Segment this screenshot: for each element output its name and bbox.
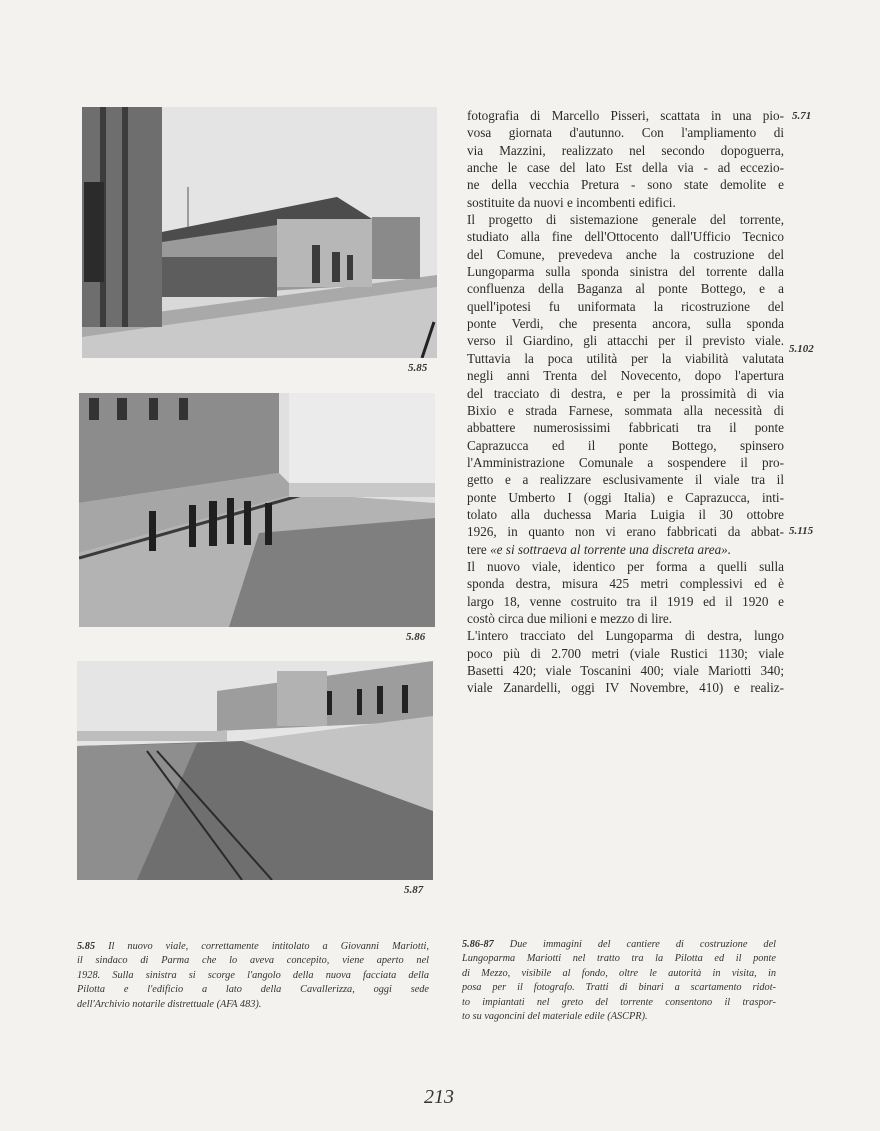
caption-ref: 5.85 xyxy=(77,941,96,952)
margin-ref-5-102: 5.102 xyxy=(789,343,814,355)
caption-line: to impiantati nel greto del torrente consentono il traspor- xyxy=(462,996,776,1008)
body-line: Basetti 420; viale Toscanini 400; viale Mariotti 340; xyxy=(467,663,784,678)
body-line-prefix: tere xyxy=(467,541,491,557)
figure-label-5-86: 5.86 xyxy=(406,631,426,643)
caption-right xyxy=(462,938,776,1024)
body-line: viale Zanardelli, oggi IV Novembre, 410) e realiz- xyxy=(467,680,784,696)
body-line: del tracciato di destra, e per la prossimità di via xyxy=(467,385,784,401)
caption-text: Il nuovo viale, correttamente intitolato a Giovanni Mariotti, xyxy=(108,941,429,952)
photo-5-86 xyxy=(79,393,435,627)
caption-line: Lungoparma Mariotti nel tratto tra la Pilotta ed il ponte xyxy=(462,953,776,965)
margin-ref-5-115: 5.115 xyxy=(789,525,814,537)
body-line: Caprazucca ed il ponte Bottego, spinsero xyxy=(467,437,784,453)
body-line xyxy=(467,541,784,558)
caption-line: dell'Archivio notarile distrettuale (AFA 483). xyxy=(77,998,262,1010)
body-line: anche le case del lato Est della via - ad eccezio- xyxy=(467,160,784,176)
figure-label-5-85: 5.85 xyxy=(408,362,428,374)
caption-left xyxy=(77,940,429,1012)
caption-line: il sindaco di Parma che lo aveva concepito, viene aperto nel xyxy=(77,955,429,967)
body-line: quell'ipotesi fu uniformata la ricostruzione del xyxy=(467,298,784,314)
figure-label-5-87: 5.87 xyxy=(404,884,424,896)
caption-line: Pilotta e l'edificio a lato della Cavallerizza, oggi sede xyxy=(77,984,429,996)
body-line: Il nuovo viale, identico per forma a quelli sulla xyxy=(467,558,784,574)
body-line: studiato alla fine dell'Ottocento dall'Ufficio Tecnico xyxy=(467,229,784,245)
body-line: confluenza della Baganza al ponte Bottego, e a xyxy=(467,281,784,297)
caption-line: di Mezzo, visibile al fondo, oltre le autorità in visita, in xyxy=(462,967,776,979)
caption-line: 1928. Sulla sinistra si scorge l'angolo della nuova facciata della xyxy=(77,969,429,981)
body-line: vosa giornata d'autunno. Con l'ampliamento di xyxy=(467,125,784,141)
body-line: Il progetto di sistemazione generale del torrente, xyxy=(467,212,784,228)
body-line: sponda destra, misura 425 metri complessivi ed è xyxy=(467,576,784,592)
caption-ref: 5.86-87 xyxy=(462,939,494,950)
caption-line: to su vagoncini del materiale edile (ASCPR). xyxy=(462,1011,648,1023)
photo-5-85 xyxy=(82,107,437,358)
caption-line xyxy=(462,938,776,952)
body-line: getto e a realizzare esclusivamente il viale tra il xyxy=(467,472,784,488)
body-line: fotografia di Marcello Pisseri, scattata in una pio- xyxy=(467,108,784,123)
body-line: poco più di 2.700 metri (viale Rustici 1130; viale xyxy=(467,645,784,661)
body-line: abbattere numerosissimi fabbricati tra il ponte xyxy=(467,420,784,436)
body-line: Lungoparma sulla sponda sinistra del torrente dalla xyxy=(467,264,784,280)
body-line: L'intero tracciato del Lungoparma di destra, lungo xyxy=(467,628,784,644)
body-text xyxy=(467,107,784,697)
margin-ref-5-71: 5.71 xyxy=(792,110,812,122)
body-line: sostituite da nuovi e incombenti edifici. xyxy=(467,194,676,210)
body-line: negli anni Trenta del Novecento, dopo l'apertura xyxy=(467,368,784,384)
body-line: ne della vecchia Pretura - sono state demolite e xyxy=(467,177,784,193)
body-line: tolato alla duchessa Maria Luigia il 30 ottobre xyxy=(467,506,784,522)
body-line: l'Amministrazione Comunale a sospendere il pro- xyxy=(467,454,784,470)
body-line: ponte Verdi, che presenta ancora, sulla sponda xyxy=(467,316,784,332)
body-line: verso il Giardino, gli attacchi per il previsto viale. xyxy=(467,333,784,349)
body-line: costò circa due milioni e mezzo di lire. xyxy=(467,610,673,626)
body-quote: «e si sottraeva al torrente una discreta area». xyxy=(490,541,732,557)
caption-line: posa per il fotografo. Tratti di binari a scartamento ridot- xyxy=(462,982,776,994)
body-line: del Comune, prevedeva anche la costruzione del xyxy=(467,246,784,262)
caption-text: Due immagini del cantiere di costruzione del xyxy=(509,939,776,950)
body-line: Tuttavia la poca utilità per la viabilità valutata xyxy=(467,350,784,366)
body-line: Bixio e strada Farnese, sommata alla necessità di xyxy=(467,402,784,418)
body-line: via Mazzini, realizzato nel secondo dopoguerra, xyxy=(467,142,784,158)
page-number: 213 xyxy=(424,1086,454,1108)
caption-line xyxy=(77,940,429,954)
body-line: largo 18, venne costruito tra il 1919 ed il 1920 e xyxy=(467,593,784,609)
photo-5-87 xyxy=(77,661,433,880)
body-line: 1926, in quanto non vi erano fabbricati da abbat- xyxy=(467,524,784,540)
body-line: ponte Umberto I (oggi Italia) e Caprazucca, inti- xyxy=(467,489,784,505)
